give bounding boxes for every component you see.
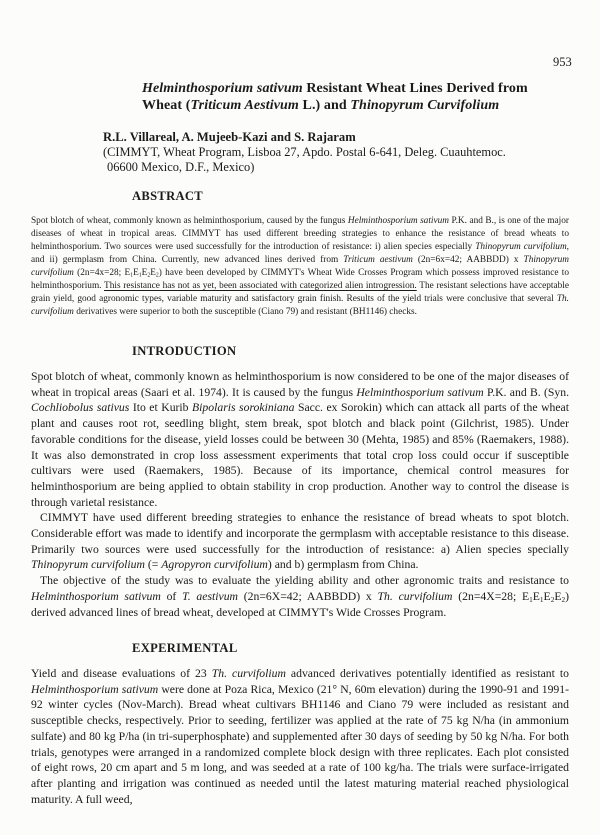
experimental-text [31, 666, 569, 807]
affiliation [103, 145, 506, 176]
introduction-paragraph-2: CIMMYT have used different breeding strategies to enhance the resistance of bread wheats to spot blotch. Considerable effort was made to identify and incorporate the germplasm with acceptable resistance to this disease. Primarily two sources were used successfully for the introduction of resistance: a) Alien species specially Thinopyrum curvifolium (= Agropyron curvifolium) and b) germplasm from China. [31, 511, 569, 572]
experimental-heading: EXPERIMENTAL [132, 641, 238, 655]
experimental-paragraph-1: Yield and disease evaluations of 23 Th. curvifolium advanced derivatives potentially identified as resistant to Helminthosporium sativum were done at Poza Rica, Mexico (21° N, 60m elevation) during the 1990-91 and 1991-92 winter cycles (Nov-March). Bread wheat cultivars BH1146 and Ciano 79 were included as resistant and susceptible checks, respectively. Prior to seeding, fertilizer was applied at the rate of 75 kg N/ha (in ammonium sulfate) and 80 kg P/ha (in tri-superphosphate) and supplemented after 30 days of seeding by 50 kg N/ha. For both trials, genotypes were arranged in a randomized complete block design with three replicates. Each plot consisted of eight rows, 20 cm apart and 5 m long, and was seeded at a rate of 100 kg/ha. The trials were surface-irrigated after planting and irrigation was continued as needed until the latest maturing material reached physiological maturity. A full weed, [31, 667, 569, 806]
introduction-paragraph-1: Spot blotch of wheat, commonly known as helminthosporium is now considered to be one of the major diseases of wheat in tropical areas (Saari et al. 1974). It is caused by the fungus Helminthosporium sativum P.K. and B. (Syn. Cochliobolus sativus Ito et Kurib Bipolaris sorokiniana Sacc. ex Sorokin) which can attack all parts of the wheat plant and causes root rot, seedling blight, stem break, spot blotch and black point (Gilchrist, 1985). Under favorable conditions for the disease, yield losses could be between 30 (Mehta, 1985) and 85% (Raemakers, 1988). It was also demonstrated in crop loss assessment experiments that total crop loss could occur if susceptible cultivars were used (Raemakers, 1985). Because of its importance, chemical control measures for helminthosporium are being applied to obtain stability in crop production. Another way to control the disease is through varietal resistance. [31, 370, 569, 509]
abstract-heading: ABSTRACT [132, 189, 203, 203]
abstract-text: Spot blotch of wheat, commonly known as helminthosporium, caused by the fungus Helminthosporium sativum P.K. and B., is one of the major diseases of wheat in tropical areas. CIMMYT has used different breeding strategies to enhance the resistance of bread wheats to helminthosporium. Two sources were used successfully for the introduction of resistance: i) alien species especially Thinopyrum curvifolium, and ii) germplasm from China. Currently, new advanced lines derived from Triticum aestivum (2n=6x=42; AABBDD) x Thinopyrum curvifolium (2n=4x=28; $E_1E_1E_2E_2$) have been developed by CIMMYT's Wheat Wide Crosses Program which possess improved resistance to helminthosporium. This resistance has not as yet, been associated with categorized alien introgression. The resistant selections have acceptable grain yield, good agronomic types, variable maturity and satisfactory grain finish. Results of the yield trials were conclusive that several Th. curvifolium derivatives were superior to both the susceptible (Ciano 79) and resistant (BH1146) checks. [31, 216, 569, 317]
introduction-paragraph-3: The objective of the study was to evaluate the yielding ability and other agronomic traits and resistance to Helminthosporium sativum of T. aestivum (2n=6X=42; AABBDD) x Th. curvifolium (2n=4X=28; $E_1E_1E_2E_2$) derived advanced lines of bread wheat, developed at CIMMYT's Wide Crosses Program. [31, 574, 569, 619]
paper-title [142, 81, 562, 114]
title-line-1: Helminthosporium sativum Resistant Wheat Lines Derived from [142, 81, 528, 96]
title-line-2: Wheat (Triticum Aestivum L.) and Thinopyrum Curvifolium [142, 97, 500, 113]
page-number: 953 [553, 55, 572, 69]
introduction-text [31, 369, 569, 620]
introduction-heading: INTRODUCTION [132, 344, 237, 358]
affiliation-line-2: 06600 Mexico, D.F., Mexico) [107, 160, 255, 175]
authors: R.L. Villareal, A. Mujeeb-Kazi and S. Rajaram [103, 130, 356, 144]
affiliation-line-1: (CIMMYT, Wheat Program, Lisboa 27, Apdo. Postal 6-641, Deleg. Cuauhtemoc. [103, 145, 506, 159]
